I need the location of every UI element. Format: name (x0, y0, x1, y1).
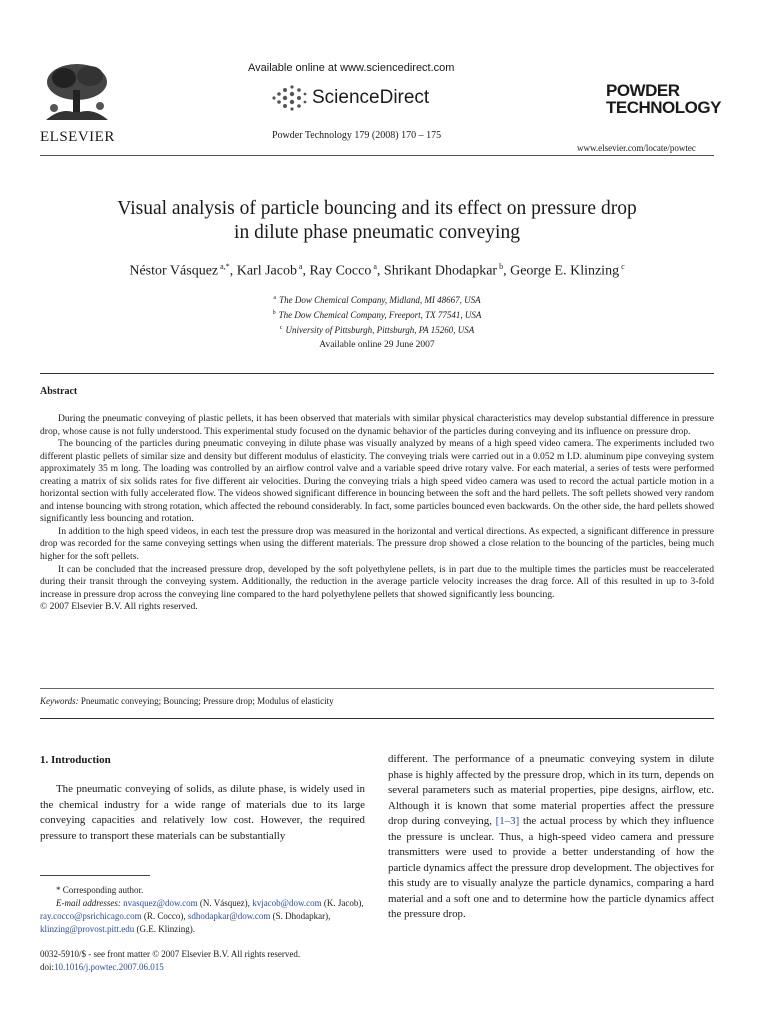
journal-title (606, 82, 721, 116)
sciencedirect-dots-icon (270, 84, 308, 112)
corresponding-author-note: * Corresponding author. (56, 885, 144, 895)
available-date: Available online 29 June 2007 (319, 340, 435, 350)
footnote (40, 884, 365, 936)
keywords-text: Pneumatic conveying; Bouncing; Pressure drop; Modulus of elasticity (80, 696, 334, 706)
author-name: Karl Jacob (236, 263, 297, 279)
affiliation-marker: b (272, 310, 276, 316)
author-separator: , (376, 263, 384, 279)
author-affiliation-marker: b (497, 262, 504, 271)
publisher-name: ELSEVIER (40, 129, 115, 145)
author-name: George E. Klinzing (510, 263, 620, 279)
affiliation-marker: a (273, 295, 277, 301)
author-separator: , (302, 263, 310, 279)
issn-line: 0032-5910/$ - see front matter © 2007 Elsevier B.V. All rights reserved. (40, 949, 301, 959)
bottom-info (40, 948, 300, 974)
affiliation-list (40, 292, 714, 337)
email-link[interactable]: nvasquez@dow.com (123, 898, 198, 908)
abstract-body (40, 413, 714, 614)
abstract-paragraph: During the pneumatic conveying of plastic pellets, it has been observed that materials with similar physical characteristics may develop substantial difference in pressure drop, whose cause is not fully understood. This experimental study focused on the dynamic behavior of the particles during conveying and its influence on pressure drop. (40, 413, 714, 437)
sciencedirect-label: ScienceDirect (312, 87, 430, 108)
author-affiliation-marker: a (371, 262, 377, 271)
email-owner: (R. Cocco), (141, 911, 188, 921)
abstract-top-rule (40, 373, 714, 374)
available-online-text: Available online at www.sciencedirect.com (248, 62, 455, 74)
affiliation-text: The Dow Chemical Company, Freeport, TX 77541, USA (278, 310, 482, 320)
elsevier-logo (40, 60, 114, 146)
author-affiliation-marker: c (619, 262, 625, 271)
email-label: E-mail addresses: (56, 898, 124, 908)
affiliation-marker: c (279, 325, 283, 331)
author-affiliation-marker: a (296, 262, 303, 271)
article-title (40, 197, 714, 245)
title-line2: in dilute phase pneumatic conveying (234, 222, 520, 243)
left-column (40, 782, 365, 844)
journal-url[interactable]: www.elsevier.com/locate/powtec (577, 143, 696, 153)
email-link[interactable]: ray.cocco@psrichicago.com (40, 911, 142, 921)
header-divider (40, 155, 714, 156)
citation-link[interactable]: [1–3] (495, 815, 520, 827)
doi-link[interactable]: 10.1016/j.powtec.2007.06.015 (54, 962, 164, 972)
author-affiliation-marker: a,* (218, 262, 230, 271)
email-addresses (40, 897, 365, 936)
elsevier-tree-icon (40, 60, 114, 124)
intro-paragraph-right (388, 752, 714, 923)
author-name: Néstor Vásquez (129, 263, 219, 279)
author-list (40, 262, 714, 280)
keywords-rule (40, 688, 714, 689)
author-name: Shrikant Dhodapkar (383, 263, 498, 279)
affiliation-line (40, 292, 714, 307)
journal-title-line2: TECHNOLOGY (606, 98, 721, 117)
intro-text-part1: different. The performance of a pneumatic conveying system in dilute phase is highly affected by the pressure drop, which in its turn, depends on several parameters such as material properties, pipe designs, airflow, etc. Although it is known that some material properties affect the pressure drop during conveying, (388, 753, 714, 827)
affiliation-line (40, 307, 714, 322)
intro-text-part2: the actual process by which they influence the pressure is unclear. Thus, a high-speed video camera and pressure transmitters were used to provide a better understanding of how the particle dynamics affect the pressure drop development. The objectives for this study are to visually analyze the particle dynamics, comparing a hard material and a soft one and to determine how the particle dynamics affect the pressure drop. (388, 815, 714, 920)
email-owner: (G.E. Klinzing). (134, 924, 196, 934)
journal-title-line1: POWDER (606, 81, 680, 100)
email-link[interactable]: sdhodapkar@dow.com (187, 911, 271, 921)
abstract-paragraph: In addition to the high speed videos, in each test the pressure drop was measured in the horizontal and vertical directions. As expected, a significant difference in pressure drop was recorded for the same conveying settings when using the different materials. The pressure drop showed a close relation to the bouncing of the particles, being much higher for the soft pellets. (40, 525, 714, 563)
affiliation-text: University of Pittsburgh, Pittsburgh, PA 15260, USA (285, 325, 475, 335)
email-label-wrap (40, 898, 123, 908)
footnote-rule (40, 875, 150, 876)
abstract-paragraph: The bouncing of the particles during pneumatic conveying in dilute phase was visually analyzed by means of a high speed video camera. The experiments included two different plastic pellets of similar size and density but different modulus of elasticity. The conveying trials were carried out in a 0.052 m I.D. aluminum pipe conveying system approximately 35 m long. The loading was controlled by an airflow control valve and a variable speed drive rotary valve. For each material, a series of tests were performed creating a matrix of six solids rates for five different air velocities. During the conveying trials a high speed video camera was used to record the actual particle motion in a horizontal section with fully accelerated flow. The videos showed significant difference in bouncing between the soft and the hard pellets. The soft pellets showed very random and intense bouncing with strong rotation, which affected the rebound considerably. In fact, some particles bounced even backwards. On the other side, the hard pellets showed significantly less bouncing and rotation. (40, 438, 714, 525)
right-column (388, 752, 714, 923)
author-name: Ray Cocco (309, 263, 372, 279)
email-link[interactable]: klinzing@provost.pitt.edu (40, 924, 135, 934)
author-separator: , (229, 263, 237, 279)
email-owner: (S. Dhodapkar), (270, 911, 331, 921)
email-link[interactable]: kvjacob@dow.com (252, 898, 322, 908)
keywords-label: Keywords: (40, 696, 79, 706)
affiliation-text: The Dow Chemical Company, Midland, MI 48667, USA (279, 295, 481, 305)
doi-label: doi: (40, 962, 55, 972)
sciencedirect-logo[interactable] (270, 84, 429, 112)
author-separator: , (503, 263, 511, 279)
doi-line (40, 961, 300, 974)
intro-paragraph-left: The pneumatic conveying of solids, as dilute phase, is widely used in the chemical industry for a wide range of materials due to its large conveying capacities and relatively low cost. However, the required pressure to transport these materials can be substantially (40, 783, 365, 842)
email-owner: (N. Vásquez), (197, 898, 253, 908)
keywords-line (40, 696, 334, 706)
abstract-paragraph: It can be concluded that the increased pressure drop, developed by the soft polyethylene pellets, is in part due to the multiple times the particles must be reaccelerated during their transit through the conveying system. Additionally, the reduction in the average particle velocity increases the drag force. All of this resulted in up to 3-fold increase in pressure drop across the conveying line compared to the hard polyethylene pellets that showed significantly less bouncing. (40, 563, 714, 600)
title-line1: Visual analysis of particle bouncing and its effect on pressure drop (117, 198, 637, 219)
copyright-line: © 2007 Elsevier B.V. All rights reserved. (40, 601, 198, 613)
abstract-heading: Abstract (40, 386, 78, 397)
section-heading-introduction: 1. Introduction (40, 754, 111, 766)
journal-reference: Powder Technology 179 (2008) 170 – 175 (272, 130, 442, 141)
email-owner: (K. Jacob), (321, 898, 364, 908)
abstract-bottom-rule (40, 718, 714, 719)
affiliation-line (40, 322, 714, 337)
